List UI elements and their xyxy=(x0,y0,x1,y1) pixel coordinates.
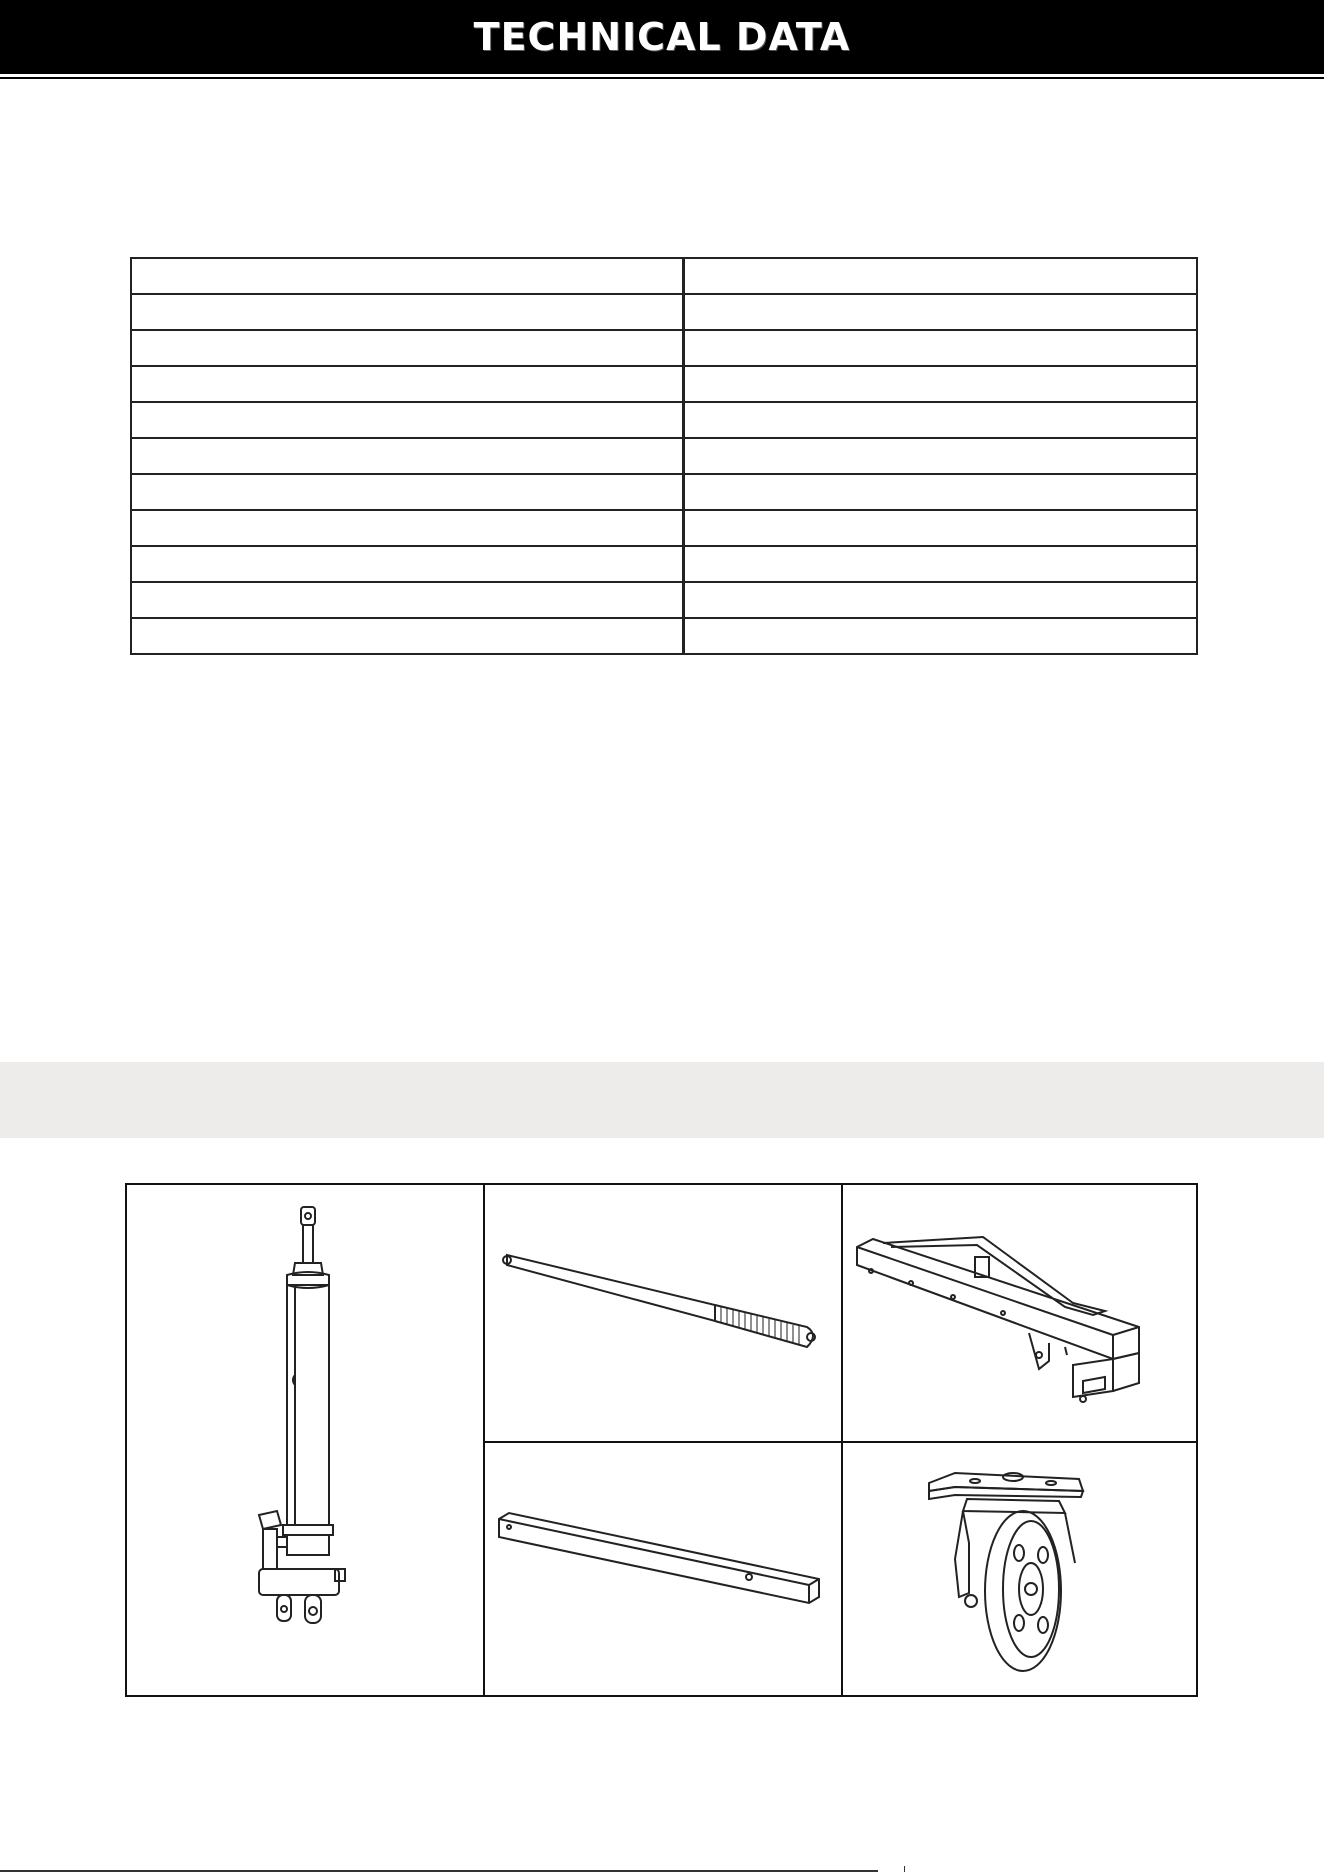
spec-label-cell xyxy=(131,366,684,402)
pump-handle-icon xyxy=(485,1185,841,1441)
spec-value-cell xyxy=(684,366,1198,402)
table-row xyxy=(131,618,1197,654)
spec-value-cell xyxy=(684,330,1198,366)
spec-value-cell xyxy=(684,402,1198,438)
spec-table xyxy=(130,257,1198,655)
spec-label-cell xyxy=(131,438,684,474)
table-row xyxy=(131,582,1197,618)
spec-value-cell xyxy=(684,546,1198,582)
spec-value-cell xyxy=(684,582,1198,618)
table-row xyxy=(131,366,1197,402)
table-row xyxy=(131,294,1197,330)
spec-value-cell xyxy=(684,438,1198,474)
spec-value-cell xyxy=(684,294,1198,330)
spec-label-cell xyxy=(131,402,684,438)
leg-tube-icon xyxy=(485,1443,841,1695)
boom-frame-icon xyxy=(843,1185,1196,1441)
spec-value-cell xyxy=(684,510,1198,546)
table-row xyxy=(131,330,1197,366)
spec-label-cell xyxy=(131,330,684,366)
spec-label-cell xyxy=(131,618,684,654)
header-rule xyxy=(0,77,1324,79)
spec-label-cell xyxy=(131,258,684,294)
spec-label-cell xyxy=(131,510,684,546)
part-pump-handle xyxy=(485,1185,841,1441)
part-caster-wheel xyxy=(843,1443,1196,1695)
part-hydraulic-ram xyxy=(127,1185,483,1695)
spec-value-cell xyxy=(684,474,1198,510)
spec-label-cell xyxy=(131,474,684,510)
table-row xyxy=(131,258,1197,294)
spec-label-cell xyxy=(131,546,684,582)
table-row xyxy=(131,402,1197,438)
section-band xyxy=(0,1062,1324,1138)
spec-value-cell xyxy=(684,618,1198,654)
table-row xyxy=(131,510,1197,546)
page-title: TECHNICAL DATA xyxy=(473,15,851,59)
part-leg-tube xyxy=(485,1443,841,1695)
table-row xyxy=(131,438,1197,474)
table-row xyxy=(131,546,1197,582)
hydraulic-ram-icon xyxy=(127,1185,483,1695)
parts-grid xyxy=(125,1183,1198,1697)
caster-wheel-icon xyxy=(843,1443,1196,1695)
spec-label-cell xyxy=(131,294,684,330)
footer-mark xyxy=(904,1866,905,1872)
header-bar xyxy=(0,0,1324,74)
spec-value-cell xyxy=(684,258,1198,294)
spec-label-cell xyxy=(131,582,684,618)
table-row xyxy=(131,474,1197,510)
part-boom-frame xyxy=(843,1185,1196,1441)
